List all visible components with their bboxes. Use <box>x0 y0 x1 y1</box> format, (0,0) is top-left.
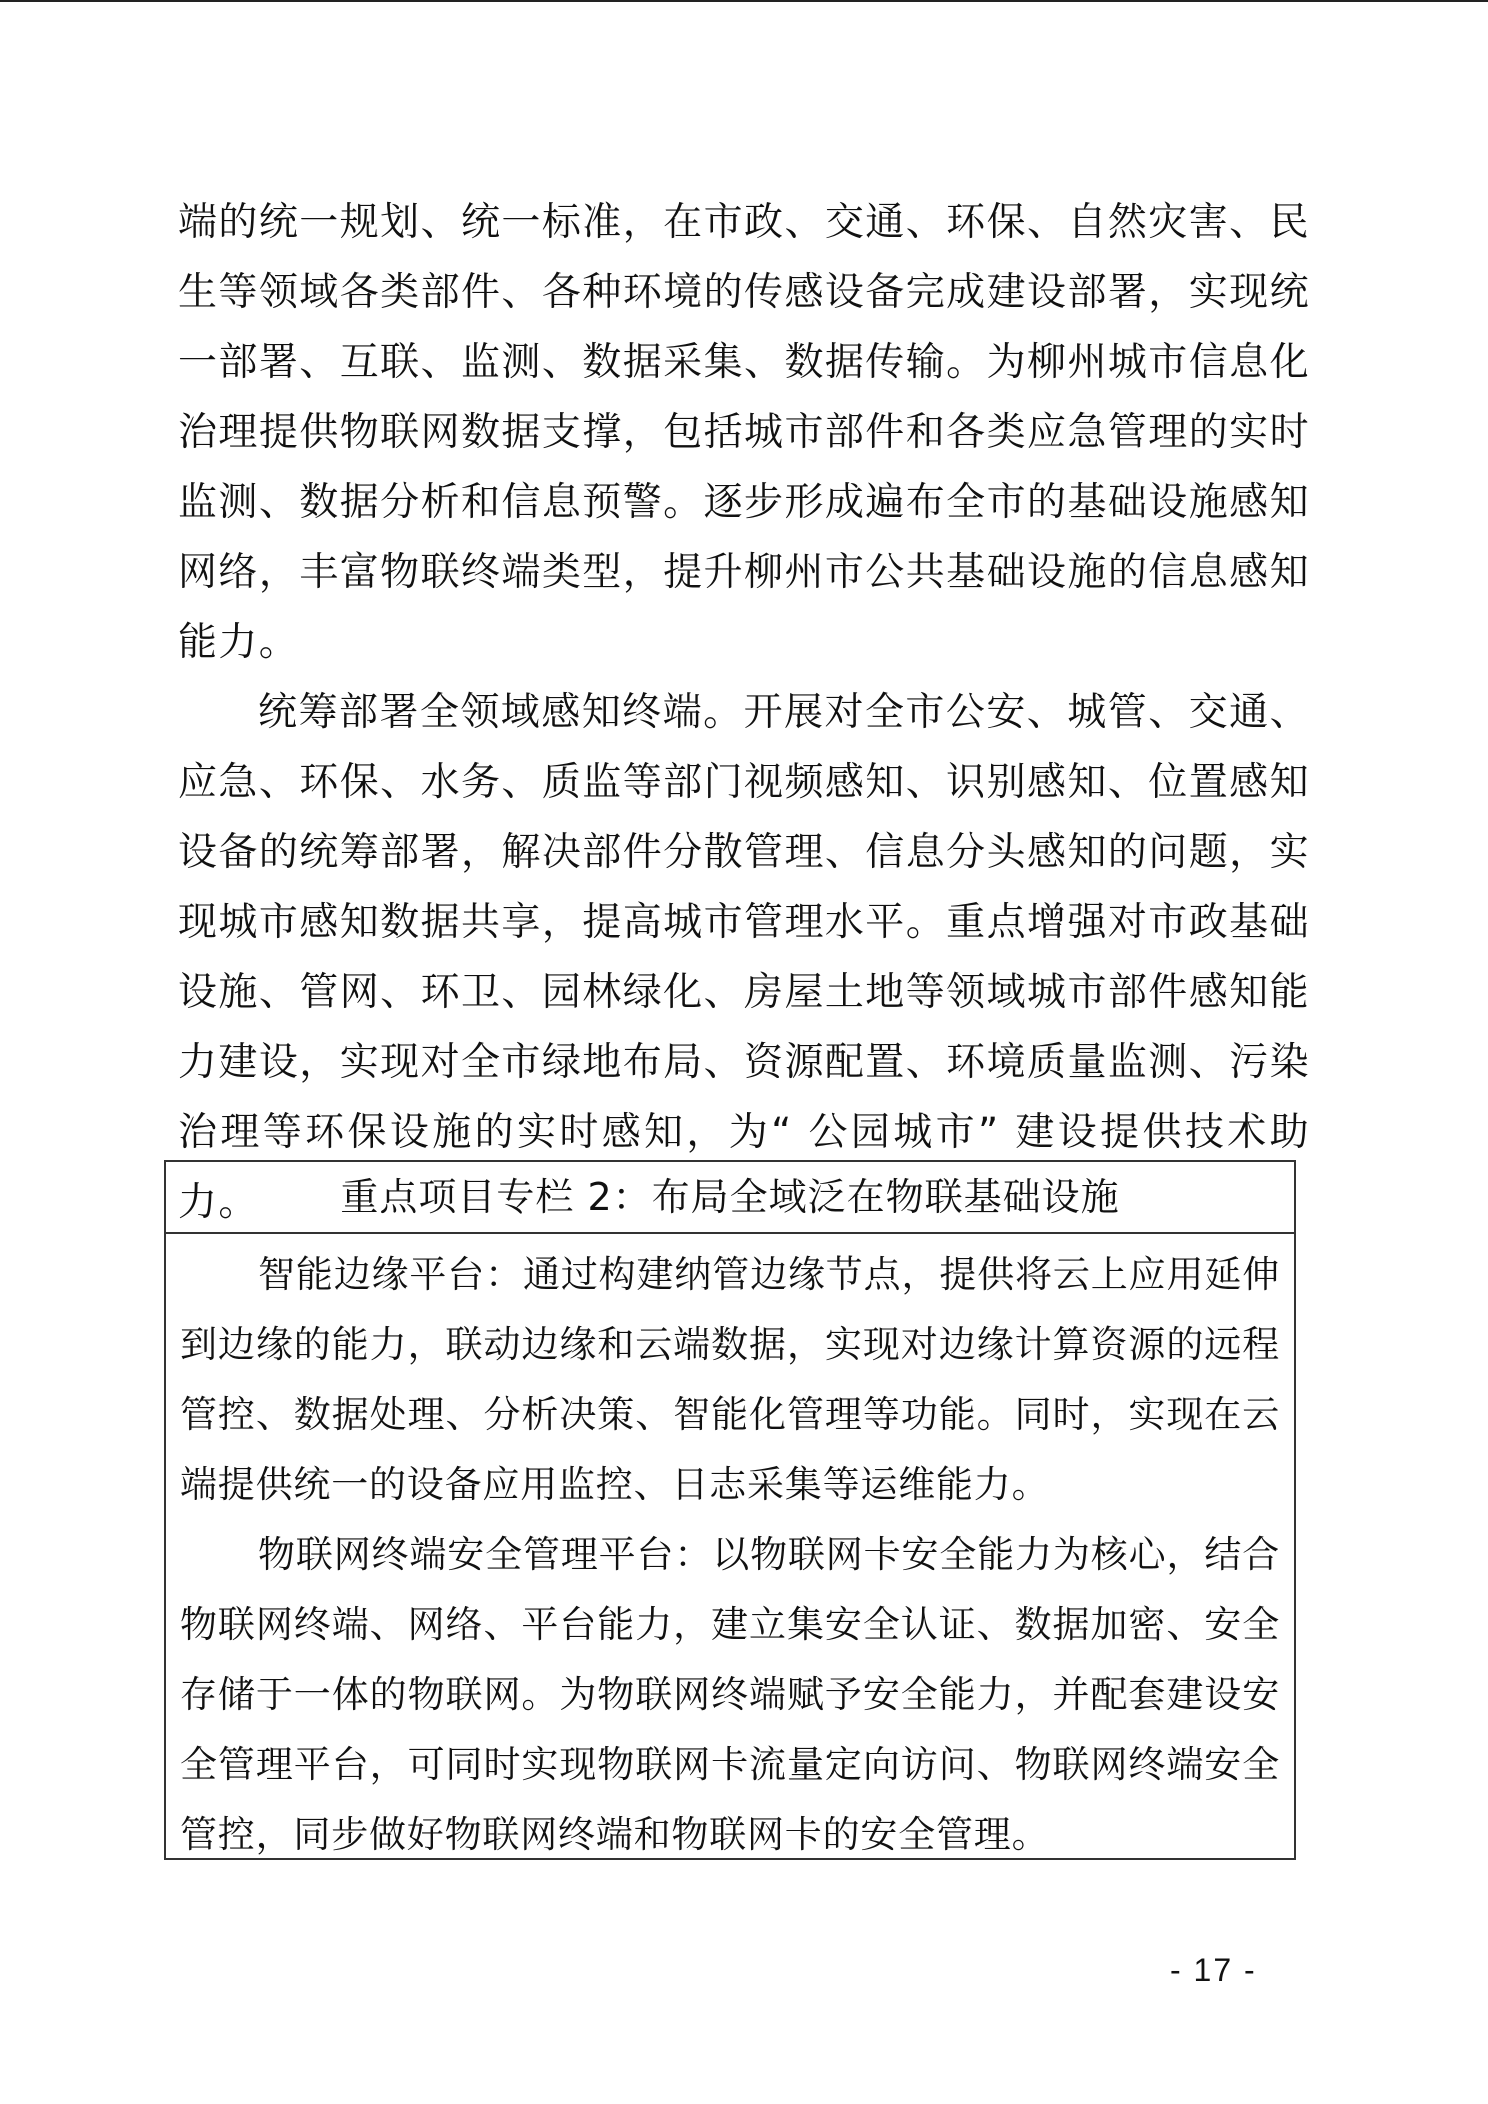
top-border-line <box>0 0 1488 2</box>
key-project-box <box>164 1160 1296 1860</box>
key-project-paragraph-2: 物联网终端安全管理平台：以物联网卡安全能力为核心，结合物联网终端、网络、平台能力，建立集安全认证、数据加密、安全存储于一体的物联网。为物联网终端赋予安全能力，并配套建设安全管理平台，可同时实现物联网卡流量定向访问、物联网终端安全管控，同步做好物联网终端和物联网卡的安全管理。 <box>180 1533 1280 1856</box>
key-project-box-body <box>166 1234 1294 1870</box>
body-paragraph-2: 统筹部署全领域感知终端。开展对全市公安、城管、交通、应急、环保、水务、质监等部门视频感知、识别感知、位置感知设备的统筹部署，解决部件分散管理、信息分头感知的问题，实现城市感知数据共享，提高城市管理水平。重点增强对市政基础设施、管网、环卫、园林绿化、房屋土地等领域城市部件感知能力建设，实现对全市绿地布局、资源配置、环境质量监测、污染治理等环保设施的实时感知，为“ 公园城市” 建设提供技术助力。 <box>178 690 1310 1225</box>
key-project-box-title: 重点项目专栏 2：布局全域泛在物联基础设施 <box>166 1162 1294 1234</box>
body-text <box>178 188 1310 1238</box>
key-project-paragraph-1: 智能边缘平台：通过构建纳管边缘节点，提供将云上应用延伸到边缘的能力，联动边缘和云端数据，实现对边缘计算资源的远程管控、数据处理、分析决策、智能化管理等功能。同时，实现在云端提供统一的设备应用监控、日志采集等运维能力。 <box>180 1253 1280 1506</box>
body-paragraph-1: 端的统一规划、统一标准，在市政、交通、环保、自然灾害、民生等领域各类部件、各种环境的传感设备完成建设部署，实现统一部署、互联、监测、数据采集、数据传输。为柳州城市信息化治理提供物联网数据支撑，包括城市部件和各类应急管理的实时监测、数据分析和信息预警。逐步形成遍布全市的基础设施感知网络，丰富物联终端类型，提升柳州市公共基础设施的信息感知能力。 <box>178 200 1310 665</box>
page-number: - 17 - <box>1170 1952 1257 1988</box>
